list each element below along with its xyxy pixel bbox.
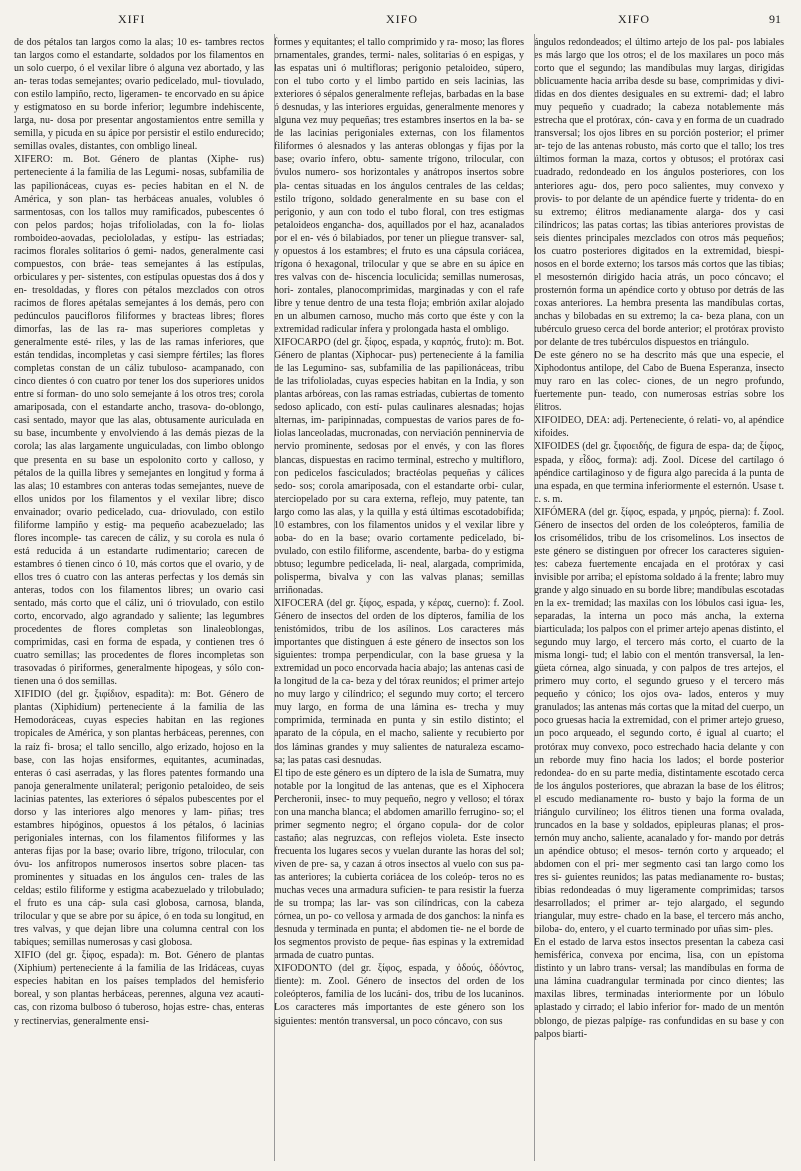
paragraph: El tipo de este género es un díptero de la isla de Sumatra, muy notable por la longitud de las antenas, que es el Xiphocera Percheronii, insec- to muy pequeño, negro y velloso; el tórax con una mancha blanca; el abdomen amarillo ferrugino- so; el primer segmento negro; el órgano copula- dor de color castaño; alas negruzcas, con reflejos violeta. Este insecto frecuenta los lugares secos y vuelan durante las horas del sol; viven de pre- sa, y cazan á otros insectos al vuelo con sus pa- tas anteriores; la cubierta coriácea de los coleóp- teros no es muchas veces una armadura suficien- te para resistir la fuerza de su trompa; las lar- vas son cilíndricas, con la cabeza córnea, un po- co vellosa y armada de dos ganchos: la ninfa es desnuda y terminada en punta; el abdomen tie- ne el borde de los segmentos provisto de peque- ñas espinas y la extremidad armada de cuatro puntas.: [274, 767, 524, 962]
paragraph: XIFOCERA (del gr. ξίφος, espada, y κέρας, cuerno): f. Zool. Género de insectos del orden de los dípteros, familia de los tenistómidos, tribu de los asílinos. Los caracteres más importantes que distinguen á este género de insectos son los siguientes: trompa perpendicular, con la base gruesa y la extremidad un poco encorvada hacia abajo; las antenas casi de la longitud de la ca- beza y del tórax reunidos; el primer artejo no muy largo y cilíndrico; el segundo muy corto; el tercero muy largo, en forma de una lámina es- trecha y muy comprimida, terminada en punta y sin estilo distinto; el aparato de la cópula, en el macho, saliente y recubierto por dos láminas grandes y muy salientes de naturaleza escamo- sa; las patas casi desnudas.: [274, 598, 524, 766]
paragraph: De este género no se ha descrito más que una especie, el Xiphodontus antilope, del Cabo de Buena Esperanza, insecto muy raro en las colec- ciones, de un negro profundo, fuertemente pun- teado, con numerosas estrías sobre los élitros.: [534, 350, 784, 414]
column-divider: [274, 34, 275, 1161]
paragraph: XIFIDIO (del gr. ξιφίδιον, espadita): m: Bot. Género de plantas (Xiphidium) perteneciente á la familia de las Hemodoráceas, cuyas especies habitan en las regiones tropicales de América, y son plantas herbáceas, perennes, con la raíz fi- brosa; el tallo sencillo, algo erizado, hojoso en la base, con las hojas ensiformes, equitantes, acuminadas, enteras ó casi aserradas, y las flores patentes formando una panoja generalmente unilateral; perigonio petaloideo, de seis lacinias patentes, las exteriores ó sépalos pubescentes por el dorso y las interiores algo menores y lam- piñas; tres estambres hipóginos, opuestos á los pétalos, ó lacinias perigoniales internas, con los filamentos filiformes y las anteras fijas por la base; ovario libre, trígono, trilocular, con óvu- los anfítropos numerosos insertos sobre placen- tas prominentes y situadas en los ángulos cen- trales de las celdas; estilo filiforme y estigma acabezuelado y trilobulado; el fruto es una cáp- sula casi globosa, carnosa, blanda, trilocular y que se abre por su ápice, ó en toda su longitud, en tres valvas, y que dejan libre una columna central con los tabiques; semillas numerosas y casi globosa.: [14, 689, 264, 949]
column-divider: [534, 34, 535, 1161]
column-left: [14, 36, 264, 1166]
header-left-guide-word: XIFI: [118, 12, 146, 26]
header-right-guide-word: XIFO: [618, 12, 651, 26]
paragraph: XIFÓMERA (del gr. ξίφος, espada, y μηρός, pierna): f. Zool. Género de insectos del orden de los coleópteros, familia de los crisomélidos, tribu de los crisomelinos. Los insectos de este género se distinguen por ofrecer los caracteres siguien- tes: cabeza fuertemente encajada en el protórax y casi invisible por arriba; el epístoma soldado á la frente; labro muy grande y algo sinuado en su borde libre; mandíbulas escotadas en la ex- tremidad; las maxilas con los lóbulos casi igua- les, separadas, la interna un poco más ancha, la externa biarticulada; los palpos con el primer artejo apenas distinto, el segundo muy largo, el tercero más corto, el cuarto de la misma longi- tud; el labio con el mentón transversal, la len- güeta córnea, algo sinuada, y con palpos de tres artejos, el primero muy corto, el segundo grueso y el tercero más pequeño y cónico; los ojos ova- lados, enteros y muy granulados; las antenas más cortas que la mitad del cuerpo, un poco gruesas hacia la extremidad, con el primer artejo grueso, un poco arqueado, el segundo corto, é igual al cuarto; el protórax muy convexo, poco estrechado hacia delante y con un reborde muy fino hacia los lados; el borde posterior redondea- do en su parte media, distintamente escotado cerca de los ángulos posteriores, que abrazan la base de los élitros; el escudo medianamente ro- busto y bajo la forma de un triángulo curvilíneo; los élitros tienen una forma ovalada, truncados en la base y soldados, epipleuras planas; el pros- ternón muy ancho, saliente, acanalado y for- mando por detrás un apéndice obtuso; el mesos- ternón corto y arqueado; el abdomen con el pri- mer segmento casi tan largo como los tres si- guientes reunidos; las patas medianamente ro- bustas; tibias redondeadas ó muy ligeramente comprimidas; tarsos desarrollados; el primer ar- tejo alargado, el segundo triangular, muy estre- chado en la base, el tercero más ancho, biloba- do, entero, y el cuarto terminado por uñas sim- ples.: [534, 506, 784, 936]
header-center-guide-word: XIFO: [386, 12, 419, 26]
paragraph: XIFERO: m. Bot. Género de plantas (Xiphe- rus) perteneciente á la familia de las Legumi- nosas, subfamilia de las papilionáceas, cuyas es- pecies habitan en el N. de América, y son plan- tas herbáceas anuales, volubles ó sarmentosas, con los tallos muy ramificados, pubescentes ó con pelos pardos; hojas trifolioladas, con la fo- liolas romboideo-aovadas, peciololadas, y estípu- las estriadas; racimos florales solitarios ó gemi- nados, generalmente casi compuestos, con bráe- teas semejantes á las estípulas, orbiculares y per- sistentes, con estípulas opuestas dos á dos y en- tresoldadas, y flores con pétalos mezclados con otros racimos de flores apétalas semejantes á los demás, pero con pedúnculos paucifloros filiformes y bracteas libres; flores dimorfas, las de las ra- mas superiores completas y generalmente esté- riles, y las de las ramas inferiores, que están tendidas, incompletas y casi siempre fértiles; las flores completas constan de un cáliz tubuloso- acampanado, con cinco dientes ó con cuatro por tener los dos superiores unidos entre sí forman- do uno solo semejante á los otros tres; corola amariposada, con el estandarte ancho, trasova- do-oblongo, casi sentado, mayor que las alas, obtusamente auriculada en su base, incumbente y envolviendo á las demás piezas de la corola; las alas largamente unguiculadas, con limbo oblongo que presenta en su base un espolonito corto y calloso, y pétalos de la quilla libres y semejantes en longitud y forma á las alas; 10 estambres con anteras todas semejantes, nueve de ellos unidos por los filamentos y el vexilar libre; disco envainador; ovario pedicelado, cua- driovulado, con estilo filiforme lampiño y estig- ma pequeño acabezuelado; las flores incomple- tas carecen de cáliz, y su corola es nula ó está reducida á un estandarte rudimentario; carecen de estambres ó tienen cinco ó 10, más cortos que el ovario, y de ellos tres ó cuatro con las anteras perfectas y los demás sin anteras, todos con los filamentos libres; un ovario casi sentado, más corto que el cáliz, uni ó triovulado, con estilo corto, encorvado, algo agrandado y saliente; las legumbres procedentes de flores completas son linaleoblongas, comprimidas, casi en forma de espada, y contienen tres ó cuatro semillas; las procedentes de flores incompletas son trasovadas ó piriformes, generalmente hipogeas, y sólo con- tienen una ó dos semillas.: [14, 154, 264, 688]
paragraph: XIFOIDEO, DEA: adj. Perteneciente, ó relati- vo, al apéndice xifoides.: [534, 415, 784, 440]
paragraph: formes y equitantes; el tallo comprimido y ra- moso; las flores ornamentales, grandes, termi- nales, solitarias ó en espigas, y las espatas uni ó multifloras; perigonio petaloideo, súpero, con el tubo corto y el limbo partido en seis lacinias, las exteriores ó sépalos generalmente reflejas, barbadas en la base ó desnudas, y las interiores erguidas, generalmente menores y alguna vez muy pequeñas; tres estambres insertos en la ba- se de las lacinias perigoniales externas, con los filamentos filiformes ó alesnados y las anteras oblongas y fijas por la base; ovario ínfero, obtu- samente trígono, trilocular, con óvulos numero- sos horizontales y anátropos insertos sobre pla- centas situadas en los ángulos centrales de las celdas; estilo trígono, soldado generalmente en su base con el perigonio, y aun con todo el tubo floral, con tres estigmas petaloideos engancha- dos, aquillados por el haz, acanalados por el en- vés ó bilabiados, por tener un pliegue transver- sal, y opuestos á los estambres; el fruto es una cápsula coriácea, trígona ó hexagonal, trilocular y que se abre en su ápice en tres valvas con de- hiscencia loculicida; semillas numerosas, hori- zontales, planocomprimidas, marginadas y con el rafe libre y tenue dentro de una testa floja; embrión axilar alojado en un albumen carnoso, mucho más corto que éste y con la extremidad radicular ínfera y prolongada hasta el ombligo.: [274, 37, 524, 336]
page-number: 91: [769, 12, 781, 26]
paragraph: ángulos redondeados; el último artejo de los pal- pos labiales es más largo que los otros; el de los maxilares un poco más corto que el segundo; las mandíbulas muy largas, dirigidas oblicuamente hacia arriba desde su base, comprimidas y divi- didas en dos dientes desiguales en su extremi- dad; el labro muy pequeño y cuadrado; la cabeza notablemente más estrecha que el protórax, cón- cava y en forma de un cuadrado transversal; los ojos libres en su porción posterior; el primer ar- tejo de las antenas robusto, más corto que el tallo; los tres últimos forman la maza, cortos y obtusos; el protórax casi cuadrado, redondeado en los ángulos posteriores, con los anteriores agu- dos, pero poco salientes, muy convexo y provis- to por delante de un apéndice fuerte y tridenta- do en su extremo; élitros medianamente alarga- dos y casi cilíndricos; las patas cortas; las tibias anteriores provistas de seis dientes principales mezclados con otros más pequeños; los cuatro posteriores digitados en la extremidad, biespi- nosos en el borde externo; los tarsos más cortos que las tibias; el mesosternón dirigido hacia atrás, un poco cóncavo; el prosternón forma un apéndice corto y obtuso por detrás de las coxas anteriores. La hembra presenta las mandíbulas cortas, anchas y bilobadas en su extremo; la ca- beza plana, con un tubérculo grueso cerca del borde anterior; el protórax provisto por delante de tres tubérculos dispuestos en triángulo.: [534, 37, 784, 349]
paragraph: de dos pétalos tan largos como la alas; 10 es- tambres rectos tan largos como el estandarte, soldados por los filamentos en un solo cuerpo, ó el vexilar libre ó alguna vez abortado, y las an- teras todas semejantes; ovario pedicelado, mul- tiovulado, con estilo lampiño, recto, ligeramen- te encorvado en su ápice y estigmatoso en su borde inferior; legumbre indehiscente, larga, nu- dosa por presentar angostamientos entre semilla y semilla, y picuda en su ápice por persistir el estilo endurecido; semillas ovales, distantes, con ombligo lineal.: [14, 37, 264, 153]
column-middle: [274, 36, 524, 1166]
paragraph: XIFOCARPO (del gr. ξίφος, espada, y καρπός, fruto): m. Bot. Género de plantas (Xiphocar- pus) perteneciente á la familia de las Legumino- sas, subfamilia de las papilionáceas, tribu de las trifolioladas, cuyas especies habitan en la India, y son plantas arbóreas, con las ramas estriadas, cubiertas de tomento sedoso aplicado, con estí- pulas caulinares alesnadas; hojas alternas, im- paripinnadas, compuestas de varios pares de fo- liolas lanceoladas, mucronadas, con nerviación penninervia de nervio prominente, sedosas por el envés, y con las flores blancas, dispuestas en racimo terminal, estrecho y multifloro, con pedicelos fasciculados; bractéolas pequeñas y cálices sedo- sos; corola amariposada, con el estandarte orbi- cular, aterciopelado por su cara externa, reflejo, muy patente, tan largo como las alas, y la quilla y está últimas escotadobífida; 10 estambres, con los filamentos unidos y el vexilar libre y aoba- do en la base; ovario cortamente pedicelado, bi- ovulado, con estilo filiforme, ascendente, barba- do y estigma obtuso; legumbre pedicelada, li- neal, alargada, comprimida, polisperma, bivalva y con las valvas planas; semillas arriñonadas.: [274, 337, 524, 596]
column-right: [534, 36, 784, 1166]
paragraph: XIFOIDES (del gr. ξιφοειδής, de figura de espa- da; de ξίφος, espada, y εἶδος, forma): adj. Zool. Dícese del cartílago ó apéndice cartilaginoso y de figura algo parecida á la punta de una espada, en que termina inferiormente el esternón. Usase t. c. s. m.: [534, 441, 784, 505]
text-columns: [14, 36, 787, 1166]
paragraph: XIFODONTO (del gr. ξίφος, espada, y ὀδούς, ὀδόντος, diente): m. Zool. Género de insectos del orden de los coleópteros, familia de los lucáni- dos, tribu de los lucaninos. Los caracteres más importantes de este género son los siguientes: mentón transversal, un poco cóncavo, con sus: [274, 963, 524, 1027]
paragraph: XIFIO (del gr. ξίφος, espada): m. Bot. Género de plantas (Xiphium) perteneciente á la familia de las Iridáceas, cuyas especies habitan en los países templados del hemisferio boreal, y son plantas herbáceas, perennes, alguna vez acauti- cas, con rizoma bulboso ó tuberoso, hojas estre- chas, enteras y rectinervias, generalmente ensi-: [14, 950, 264, 1027]
paragraph: En el estado de larva estos insectos presentan la cabeza casi hemisférica, convexa por encima, lisa, con un epístoma distinto y un labro trans- versal; las mandíbulas en forma de una lámina cuadrangular terminada por cinco dientes; las maxilas libres, terminadas interiormente por un lóbulo aplastado y cirrado; el labio inferior for- mado de un mentón oblongo, de piezas palpíge- ras confundidas en su base y con palpos biarti-: [534, 937, 784, 1040]
running-header: [14, 10, 787, 32]
